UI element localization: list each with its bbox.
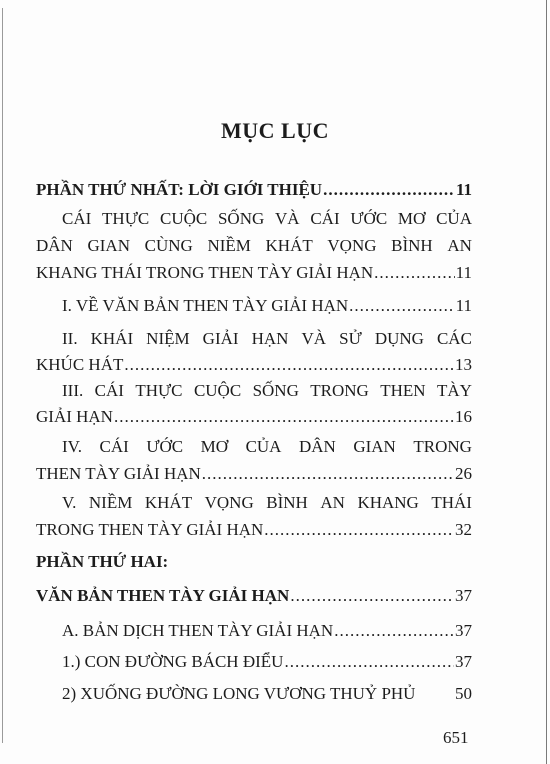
toc-word: NIỀM [207, 236, 251, 255]
toc-word: TRONG [413, 437, 472, 456]
toc-entry-page: 13 [455, 355, 472, 374]
toc-leader-dots [323, 180, 455, 200]
toc-word: DÂN [298, 437, 336, 456]
toc-entry-page: 50 [455, 684, 472, 703]
page-title: MỤC LỤC [221, 118, 329, 143]
toc-entry [62, 621, 472, 643]
toc-entry [62, 684, 472, 706]
toc-entry-page: 32 [455, 520, 472, 539]
toc-leader-dots [290, 586, 454, 606]
toc-leader-dots [374, 263, 454, 283]
toc-leader-dots [202, 464, 454, 484]
toc-word: KHÁI [90, 329, 134, 348]
toc-word: HẠN [251, 329, 289, 348]
toc-word: GIAN [353, 437, 396, 456]
toc-word: SỬ [339, 329, 362, 348]
toc-word: KHANG [357, 493, 419, 512]
toc-entry-line [36, 236, 472, 258]
toc-entry [36, 407, 472, 429]
toc-word: THỰC [102, 209, 150, 228]
toc-entry [36, 355, 472, 377]
toc-entry-line [62, 493, 472, 515]
toc-word: SỐNG [252, 381, 299, 400]
toc-entry-page: 11 [455, 263, 472, 282]
toc-word: TRONG [310, 381, 369, 400]
toc-word: V. [62, 493, 77, 512]
toc-word: CỦA [245, 437, 282, 456]
toc-word: NIỆM [146, 329, 190, 348]
toc-leader-dots [334, 621, 454, 641]
toc-entry-line [62, 209, 472, 231]
toc-word: GIAN [87, 236, 130, 255]
toc-word: THEN [380, 381, 426, 400]
toc-word: NIỀM [88, 493, 133, 512]
toc-word: DỤNG [374, 329, 424, 348]
toc-entry-label: THEN TÀY GIẢI HẠN [36, 464, 201, 483]
toc-word: CÁC [436, 329, 472, 348]
toc-word: BÌNH [391, 236, 433, 255]
toc-leader-dots [264, 520, 454, 540]
toc-word: THÁI [431, 493, 472, 512]
toc-entry-page: 37 [455, 652, 472, 671]
toc-word: DÂN [36, 236, 73, 255]
toc-word: VÀ [301, 329, 327, 348]
toc-leader-dots [284, 652, 454, 672]
toc-entry [36, 520, 472, 542]
toc-word: ƯỚC [350, 209, 388, 228]
toc-leader-dots [349, 296, 454, 316]
toc-leader-dots [124, 355, 454, 375]
toc-entry-label: KHANG THÁI TRONG THEN TÀY GIẢI HẠN [36, 263, 374, 282]
page-edge-right [546, 0, 547, 764]
toc-word: IV. [62, 437, 82, 456]
toc-entry-page: 37 [455, 586, 472, 605]
toc-word: BÌNH [266, 493, 308, 512]
toc-word: KHÁT [265, 236, 313, 255]
toc-word: KHÁT [144, 493, 193, 512]
toc-word: TÀY [436, 381, 472, 400]
toc-word: SỐNG [217, 209, 265, 228]
toc-entry [62, 652, 472, 674]
toc-word: AN [320, 493, 345, 512]
toc-entry [62, 296, 472, 318]
toc-word: VÀ [275, 209, 300, 228]
toc-entry-label: A. BẢN DỊCH THEN TÀY GIẢI HẠN [62, 621, 334, 640]
toc-word: AN [447, 236, 472, 255]
toc-word: THỰC [135, 381, 183, 400]
toc-word: CÁI [99, 437, 129, 456]
toc-entry-line [62, 437, 472, 459]
toc-word: VỌNG [327, 236, 377, 255]
toc-entry-label: TRONG THEN TÀY GIẢI HẠN [36, 520, 264, 539]
toc-word: CÁI [94, 381, 124, 400]
toc-entry-label: GIẢI HẠN [36, 407, 113, 426]
toc-word: CUỘC [159, 209, 208, 228]
toc-word: MƠ [200, 437, 229, 456]
toc-entry [36, 263, 472, 285]
toc-word: CÁI [310, 209, 340, 228]
toc-entry [36, 464, 472, 486]
toc-part-two-heading: PHẦN THỨ HAI: [36, 552, 169, 571]
toc-leader-dots [114, 407, 454, 427]
toc-entry-page: 37 [455, 621, 472, 640]
toc-word: III. [62, 381, 84, 400]
toc-entry-part-two [36, 586, 472, 608]
toc-word: VỌNG [204, 493, 254, 512]
toc-entry-part-one [36, 180, 472, 202]
toc-entry-page: 11 [455, 180, 472, 199]
toc-entry-page: 26 [455, 464, 472, 483]
toc-word: ƯỚC [146, 437, 184, 456]
toc-word: II. [62, 329, 78, 348]
toc-entry-page: 16 [455, 407, 472, 426]
toc-entry-label: 1.) CON ĐƯỜNG BÁCH ĐIỂU [62, 652, 284, 671]
toc-entry-label: PHẦN THỨ NHẤT: LỜI GIỚI THIỆU [36, 180, 323, 199]
toc-word: CUỘC [193, 381, 242, 400]
toc-entry-line [62, 381, 472, 403]
toc-word: CÙNG [144, 236, 193, 255]
toc-word: CỦA [436, 209, 472, 228]
toc-entry-label: VĂN BẢN THEN TÀY GIẢI HẠN [36, 586, 290, 605]
toc-word: GIẢI [202, 329, 239, 348]
toc-word: MƠ [397, 209, 426, 228]
toc-entry-label: I. VỀ VĂN BẢN THEN TÀY GIẢI HẠN [62, 296, 349, 315]
toc-entry-page: 11 [455, 296, 472, 315]
toc-word: CÁI [62, 209, 92, 228]
toc-entry-line [62, 329, 472, 351]
toc-entry-label: 2) XUỐNG ĐƯỜNG LONG VƯƠNG THUỶ PHỦ [62, 684, 416, 703]
page-number: 651 [443, 728, 469, 747]
toc-entry-label: KHÚC HÁT [36, 355, 124, 374]
